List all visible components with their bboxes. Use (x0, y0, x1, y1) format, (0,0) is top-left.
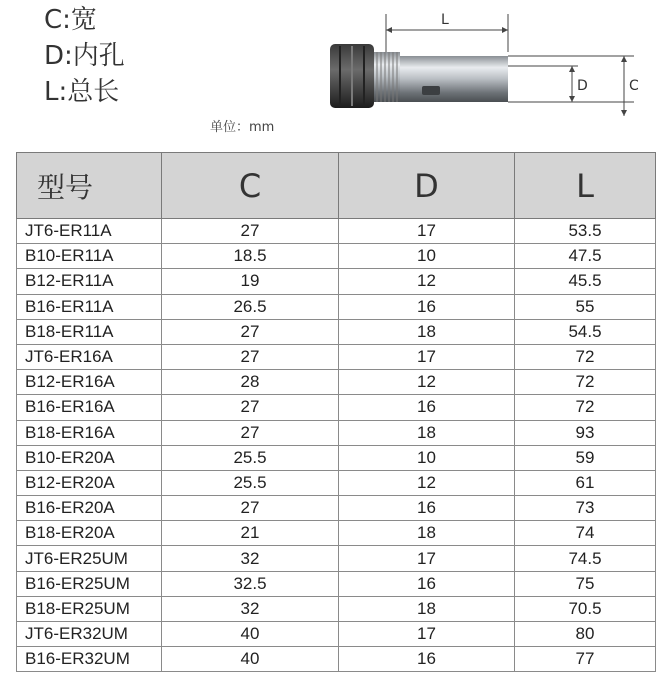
cell-model: B16-ER20A (17, 496, 162, 521)
cell-l: 55 (515, 294, 656, 319)
cell-d: 12 (339, 370, 515, 395)
table-row (17, 319, 656, 344)
cell-d: 18 (339, 319, 515, 344)
cell-model: B12-ER16A (17, 370, 162, 395)
cell-c: 26.5 (162, 294, 339, 319)
table-row (17, 420, 656, 445)
cell-c: 27 (162, 395, 339, 420)
table-row (17, 521, 656, 546)
cell-d: 10 (339, 244, 515, 269)
dim-l-label: L (441, 12, 449, 28)
table-body (17, 219, 656, 672)
cell-c: 28 (162, 370, 339, 395)
dimension-legend (44, 2, 125, 110)
cell-c: 21 (162, 521, 339, 546)
cell-model: B18-ER11A (17, 319, 162, 344)
cell-c: 27 (162, 420, 339, 445)
cell-l: 47.5 (515, 244, 656, 269)
cell-c: 27 (162, 496, 339, 521)
cell-l: 73 (515, 496, 656, 521)
table-row (17, 269, 656, 294)
cell-l: 70.5 (515, 596, 656, 621)
cell-l: 53.5 (515, 219, 656, 244)
cell-l: 74.5 (515, 546, 656, 571)
cell-l: 74 (515, 521, 656, 546)
collet-chuck-drawing (318, 0, 658, 130)
cell-d: 18 (339, 596, 515, 621)
cell-model: B16-ER25UM (17, 571, 162, 596)
cell-l: 93 (515, 420, 656, 445)
cell-model: B12-ER11A (17, 269, 162, 294)
table-row (17, 622, 656, 647)
table-row (17, 344, 656, 369)
cell-model: JT6-ER16A (17, 344, 162, 369)
legend-d-bore: D:内孔 (44, 41, 125, 71)
cell-d: 12 (339, 470, 515, 495)
cell-model: B12-ER20A (17, 470, 162, 495)
spec-table (16, 152, 656, 672)
thread-section (374, 52, 400, 102)
table-row (17, 596, 656, 621)
table-row (17, 244, 656, 269)
cell-model: B18-ER16A (17, 420, 162, 445)
header-d: D (339, 153, 515, 219)
cell-c: 18.5 (162, 244, 339, 269)
table-row (17, 546, 656, 571)
cell-model: B16-ER11A (17, 294, 162, 319)
cell-d: 16 (339, 496, 515, 521)
cell-c: 32.5 (162, 571, 339, 596)
dim-c-label: C (629, 78, 639, 94)
cell-model: B18-ER20A (17, 521, 162, 546)
cell-model: B10-ER20A (17, 445, 162, 470)
flat-slot (422, 86, 440, 95)
cell-d: 16 (339, 647, 515, 672)
cell-d: 12 (339, 269, 515, 294)
table-row (17, 571, 656, 596)
cell-c: 25.5 (162, 470, 339, 495)
chuck-body (400, 56, 508, 102)
cell-model: B10-ER11A (17, 244, 162, 269)
cell-d: 17 (339, 344, 515, 369)
table-row (17, 294, 656, 319)
dim-d-label: D (577, 78, 588, 94)
cell-l: 45.5 (515, 269, 656, 294)
table-row (17, 370, 656, 395)
cell-d: 17 (339, 219, 515, 244)
cell-c: 27 (162, 219, 339, 244)
cell-d: 16 (339, 571, 515, 596)
cell-c: 25.5 (162, 445, 339, 470)
cell-c: 32 (162, 546, 339, 571)
table-row (17, 496, 656, 521)
table-header-row (17, 153, 656, 219)
cell-l: 61 (515, 470, 656, 495)
cell-d: 18 (339, 521, 515, 546)
cell-model: JT6-ER32UM (17, 622, 162, 647)
header-model: 型号 (17, 153, 162, 219)
cell-model: B18-ER25UM (17, 596, 162, 621)
cell-l: 72 (515, 395, 656, 420)
cell-model: JT6-ER11A (17, 219, 162, 244)
cell-c: 27 (162, 344, 339, 369)
cell-d: 18 (339, 420, 515, 445)
cell-d: 17 (339, 622, 515, 647)
table-row (17, 647, 656, 672)
cell-c: 32 (162, 596, 339, 621)
cell-l: 77 (515, 647, 656, 672)
cell-d: 10 (339, 445, 515, 470)
cell-model: JT6-ER25UM (17, 546, 162, 571)
cell-model: B16-ER16A (17, 395, 162, 420)
cell-l: 59 (515, 445, 656, 470)
cell-c: 40 (162, 622, 339, 647)
cell-l: 75 (515, 571, 656, 596)
cell-l: 72 (515, 344, 656, 369)
cell-d: 16 (339, 395, 515, 420)
cell-l: 80 (515, 622, 656, 647)
cell-model: B16-ER32UM (17, 647, 162, 672)
cell-l: 72 (515, 370, 656, 395)
header-c: C (162, 153, 339, 219)
cell-d: 16 (339, 294, 515, 319)
table-row (17, 445, 656, 470)
cell-c: 19 (162, 269, 339, 294)
cell-c: 40 (162, 647, 339, 672)
cell-d: 17 (339, 546, 515, 571)
table-row (17, 470, 656, 495)
cell-c: 27 (162, 319, 339, 344)
table-row (17, 219, 656, 244)
legend-c-width: C:宽 (44, 5, 97, 35)
unit-note: 单位：mm (210, 120, 275, 135)
legend-l-length: L:总长 (44, 77, 120, 107)
table-row (17, 395, 656, 420)
cell-l: 54.5 (515, 319, 656, 344)
header-l: L (515, 153, 656, 219)
